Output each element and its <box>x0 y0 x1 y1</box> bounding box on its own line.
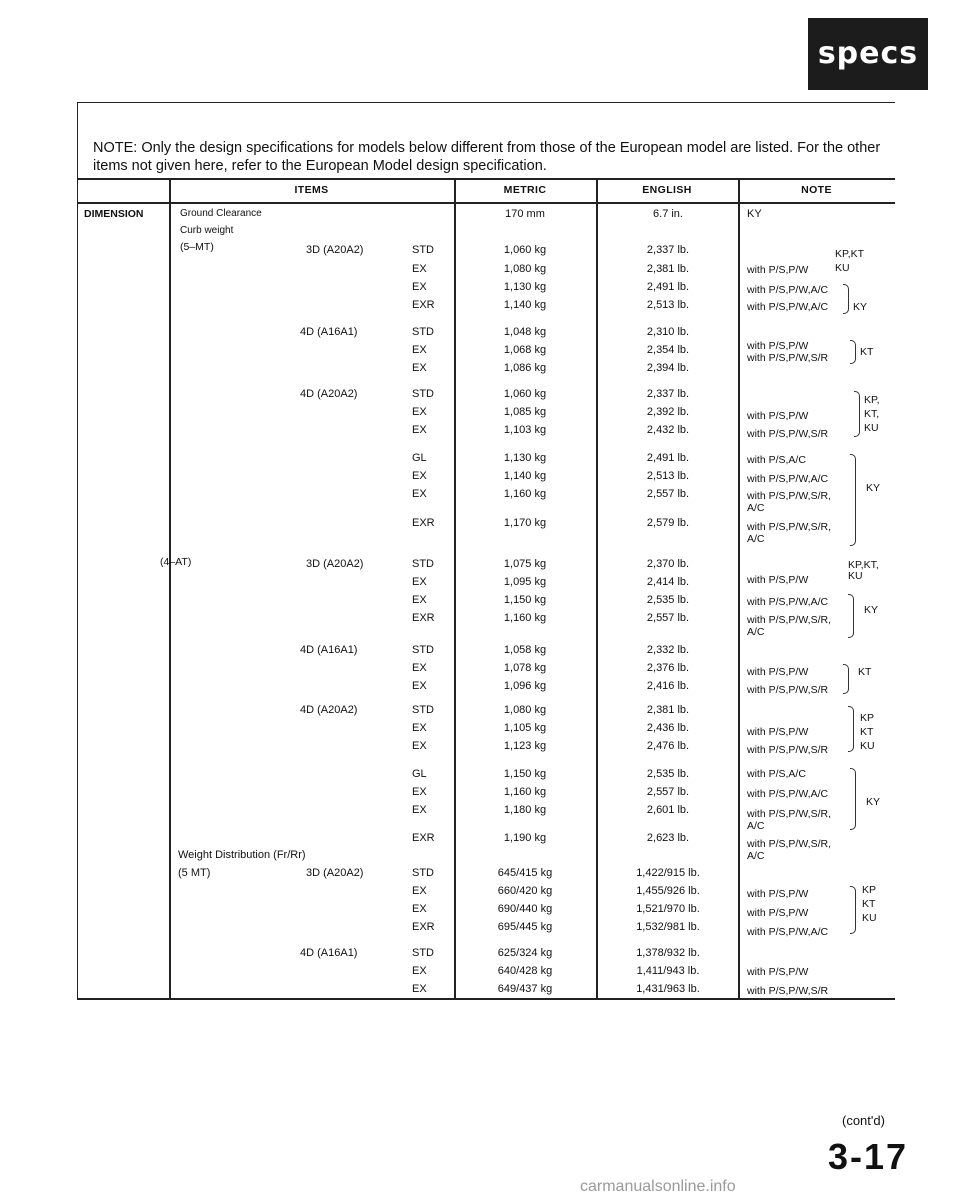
label-curb-weight: Curb weight <box>180 225 234 236</box>
note-code: KP,KT, <box>848 559 879 571</box>
label-4at: (4–AT) <box>160 556 192 568</box>
english-cell: 2,310 lb. <box>646 326 690 338</box>
note-text: with P/S,P/W <box>747 907 809 919</box>
grade-cell: EX <box>412 804 427 816</box>
note-brace <box>854 391 860 437</box>
note-text: with P/S,P/W,S/R <box>747 985 829 997</box>
metric-cell: 1,170 kg <box>503 517 547 529</box>
note-code: KP, <box>864 394 880 406</box>
note-brace <box>850 886 856 934</box>
english-cell: 1,455/926 lb. <box>636 885 700 897</box>
english-cell: 2,370 lb. <box>646 558 690 570</box>
col-divider-metric <box>454 178 456 1000</box>
grade-cell: EX <box>412 786 427 798</box>
metric-cell: 1,058 kg <box>503 644 547 656</box>
note-text: with P/S,P/W,S/R <box>747 428 829 440</box>
grade-cell: EX <box>412 983 427 995</box>
grade-cell: STD <box>412 244 434 256</box>
note-text: with P/S,P/W,S/R <box>747 744 829 756</box>
grade-cell: EX <box>412 362 427 374</box>
ground-note: KY <box>747 208 762 220</box>
metric-cell: 1,190 kg <box>503 832 547 844</box>
metric-cell: 1,080 kg <box>503 704 547 716</box>
specs-badge: specs <box>808 18 928 90</box>
grade-cell: EX <box>412 662 427 674</box>
note-brace <box>850 340 856 364</box>
note-text: with P/S,P/W <box>747 574 809 586</box>
english-cell: 2,601 lb. <box>646 804 690 816</box>
metric-cell: 1,078 kg <box>503 662 547 674</box>
metric-cell: 625/324 kg <box>497 947 553 959</box>
note-code: KU <box>864 422 879 434</box>
english-cell: 2,432 lb. <box>646 424 690 436</box>
note-code: KP <box>860 712 875 724</box>
note-code: KP,KT <box>835 248 864 260</box>
note-text: with P/S,P/W <box>747 726 809 738</box>
engine-label: 3D (A20A2) <box>306 558 364 570</box>
metric-cell: 649/437 kg <box>497 983 553 995</box>
note-text: with P/S,P/W,S/R, <box>747 808 832 820</box>
metric-cell: 1,150 kg <box>503 594 547 606</box>
grade-cell: STD <box>412 558 434 570</box>
english-cell: 2,491 lb. <box>646 281 690 293</box>
table-note: NOTE: Only the design specifications for models below different from those of the European model are listed. For the other items not given here, refer to the European Model design specification. <box>93 140 881 174</box>
note-code: KU <box>862 912 877 924</box>
metric-cell: 695/445 kg <box>497 921 553 933</box>
note-code: KY <box>864 604 879 616</box>
english-cell: 2,332 lb. <box>646 644 690 656</box>
english-cell: 2,376 lb. <box>646 662 690 674</box>
label-5mt: (5–MT) <box>180 241 214 253</box>
grade-cell: EXR <box>412 299 435 311</box>
header-items: ITEMS <box>294 184 329 196</box>
metric-cell: 1,105 kg <box>503 722 547 734</box>
note-text: A/C <box>747 850 765 862</box>
grade-cell: EX <box>412 470 427 482</box>
grade-cell: EX <box>412 406 427 418</box>
note-text: with P/S,P/W,S/R, <box>747 614 832 626</box>
metric-cell: 1,096 kg <box>503 680 547 692</box>
header-top-rule <box>77 178 895 180</box>
english-cell: 2,557 lb. <box>646 488 690 500</box>
metric-cell: 1,180 kg <box>503 804 547 816</box>
note-brace <box>843 664 849 694</box>
note-text: with P/S,P/W,A/C <box>747 284 829 296</box>
ground-english: 6.7 in. <box>653 208 683 220</box>
label-wd-5mt: (5 MT) <box>178 867 211 879</box>
english-cell: 2,535 lb. <box>646 768 690 780</box>
note-text: with P/S,P/W,A/C <box>747 473 829 485</box>
note-text: with P/S,A/C <box>747 454 806 466</box>
page-number: 3-17 <box>828 1136 909 1177</box>
note-text: with P/S,P/W <box>747 888 809 900</box>
label-weight-distribution: Weight Distribution (Fr/Rr) <box>178 849 306 861</box>
engine-label: 4D (A16A1) <box>300 326 358 338</box>
metric-cell: 1,075 kg <box>503 558 547 570</box>
metric-cell: 1,060 kg <box>503 388 547 400</box>
grade-cell: STD <box>412 867 434 879</box>
watermark: carmanualsonline.info <box>580 1178 736 1195</box>
metric-cell: 1,085 kg <box>503 406 547 418</box>
header-english: ENGLISH <box>642 184 692 196</box>
note-brace <box>850 768 856 830</box>
note-brace <box>850 454 856 546</box>
grade-cell: STD <box>412 947 434 959</box>
english-cell: 2,416 lb. <box>646 680 690 692</box>
note-text: A/C <box>747 626 765 638</box>
grade-cell: STD <box>412 326 434 338</box>
engine-label: 3D (A20A2) <box>306 244 364 256</box>
engine-label: 3D (A20A2) <box>306 867 364 879</box>
section-dimension: DIMENSION <box>84 208 144 220</box>
metric-cell: 645/415 kg <box>497 867 553 879</box>
note-text: with P/S,P/W <box>747 340 809 352</box>
english-cell: 2,436 lb. <box>646 722 690 734</box>
header-bottom-rule <box>77 202 895 204</box>
english-cell: 2,394 lb. <box>646 362 690 374</box>
english-cell: 1,431/963 lb. <box>636 983 700 995</box>
english-cell: 2,337 lb. <box>646 388 690 400</box>
note-code: KT <box>860 346 874 358</box>
grade-cell: STD <box>412 704 434 716</box>
label-ground-clearance: Ground Clearance <box>180 208 262 219</box>
header-note: NOTE <box>801 184 832 196</box>
english-cell: 1,532/981 lb. <box>636 921 700 933</box>
metric-cell: 1,060 kg <box>503 244 547 256</box>
note-text: with P/S,P/W,A/C <box>747 301 829 313</box>
note-code: KU <box>848 570 863 582</box>
english-cell: 2,557 lb. <box>646 612 690 624</box>
grade-cell: EXR <box>412 921 435 933</box>
note-text: with P/S,P/W <box>747 410 809 422</box>
metric-cell: 690/440 kg <box>497 903 553 915</box>
grade-cell: EX <box>412 722 427 734</box>
grade-cell: EXR <box>412 832 435 844</box>
note-code: KT <box>858 666 872 678</box>
english-cell: 1,422/915 lb. <box>636 867 700 879</box>
note-code: KY <box>866 482 881 494</box>
col-divider-items <box>169 178 171 1000</box>
note-text: with P/S,P/W,S/R <box>747 684 829 696</box>
note-brace <box>848 706 854 752</box>
note-brace <box>848 594 854 638</box>
english-cell: 2,513 lb. <box>646 299 690 311</box>
metric-cell: 1,068 kg <box>503 344 547 356</box>
note-code: KU <box>860 740 875 752</box>
engine-label: 4D (A20A2) <box>300 388 358 400</box>
note-code: KY <box>866 796 881 808</box>
metric-cell: 1,103 kg <box>503 424 547 436</box>
grade-cell: EX <box>412 680 427 692</box>
grade-cell: EX <box>412 740 427 752</box>
grade-cell: GL <box>412 452 427 464</box>
grade-cell: EXR <box>412 517 435 529</box>
note-text: with P/S,P/W <box>747 966 809 978</box>
metric-cell: 1,140 kg <box>503 470 547 482</box>
metric-cell: 1,150 kg <box>503 768 547 780</box>
grade-cell: EX <box>412 281 427 293</box>
col-divider-english <box>596 178 598 1000</box>
grade-cell: STD <box>412 388 434 400</box>
continued-label: (cont'd) <box>842 1113 885 1128</box>
english-cell: 2,623 lb. <box>646 832 690 844</box>
grade-cell: EX <box>412 965 427 977</box>
grade-cell: EX <box>412 488 427 500</box>
english-cell: 2,513 lb. <box>646 470 690 482</box>
english-cell: 2,354 lb. <box>646 344 690 356</box>
metric-cell: 1,160 kg <box>503 612 547 624</box>
note-text: with P/S,P/W <box>747 666 809 678</box>
english-cell: 2,535 lb. <box>646 594 690 606</box>
grade-cell: EX <box>412 424 427 436</box>
note-text: with P/S,P/W,S/R, <box>747 521 832 533</box>
engine-label: 4D (A16A1) <box>300 947 358 959</box>
grade-cell: EX <box>412 903 427 915</box>
metric-cell: 1,048 kg <box>503 326 547 338</box>
metric-cell: 1,160 kg <box>503 488 547 500</box>
metric-cell: 1,140 kg <box>503 299 547 311</box>
grade-cell: EX <box>412 576 427 588</box>
english-cell: 2,579 lb. <box>646 517 690 529</box>
english-cell: 2,337 lb. <box>646 244 690 256</box>
col-divider-note <box>738 178 740 1000</box>
note-code: KU <box>835 262 850 274</box>
note-code: KT <box>860 726 874 738</box>
note-text: A/C <box>747 502 765 514</box>
metric-cell: 1,095 kg <box>503 576 547 588</box>
ground-metric: 170 mm <box>505 208 545 220</box>
grade-cell: GL <box>412 768 427 780</box>
metric-cell: 1,123 kg <box>503 740 547 752</box>
english-cell: 2,381 lb. <box>646 704 690 716</box>
english-cell: 1,411/943 lb. <box>636 965 700 977</box>
note-text: with P/S,P/W <box>747 264 809 276</box>
header-metric: METRIC <box>503 184 547 196</box>
note-text: with P/S,P/W,S/R <box>747 352 829 364</box>
note-code: KP <box>862 884 877 896</box>
english-cell: 2,392 lb. <box>646 406 690 418</box>
english-cell: 2,414 lb. <box>646 576 690 588</box>
note-text: with P/S,P/W,S/R, <box>747 838 832 850</box>
metric-cell: 1,080 kg <box>503 263 547 275</box>
note-text: with P/S,P/W,A/C <box>747 596 829 608</box>
metric-cell: 1,160 kg <box>503 786 547 798</box>
note-text: A/C <box>747 533 765 545</box>
metric-cell: 1,130 kg <box>503 281 547 293</box>
grade-cell: EX <box>412 885 427 897</box>
grade-cell: EX <box>412 263 427 275</box>
grade-cell: EX <box>412 594 427 606</box>
metric-cell: 1,130 kg <box>503 452 547 464</box>
english-cell: 2,491 lb. <box>646 452 690 464</box>
metric-cell: 660/420 kg <box>497 885 553 897</box>
english-cell: 2,557 lb. <box>646 786 690 798</box>
metric-cell: 640/428 kg <box>497 965 553 977</box>
english-cell: 2,381 lb. <box>646 263 690 275</box>
note-text: A/C <box>747 820 765 832</box>
english-cell: 2,476 lb. <box>646 740 690 752</box>
note-code: KT <box>862 898 876 910</box>
note-text: with P/S,A/C <box>747 768 806 780</box>
note-text: with P/S,P/W,S/R, <box>747 490 832 502</box>
grade-cell: EX <box>412 344 427 356</box>
engine-label: 4D (A20A2) <box>300 704 358 716</box>
note-text: with P/S,P/W,A/C <box>747 788 829 800</box>
english-cell: 1,378/932 lb. <box>636 947 700 959</box>
note-brace <box>843 284 849 314</box>
engine-label: 4D (A16A1) <box>300 644 358 656</box>
grade-cell: STD <box>412 644 434 656</box>
note-code: KY <box>853 301 868 313</box>
note-text: with P/S,P/W,A/C <box>747 926 829 938</box>
grade-cell: EXR <box>412 612 435 624</box>
metric-cell: 1,086 kg <box>503 362 547 374</box>
english-cell: 1,521/970 lb. <box>636 903 700 915</box>
note-code: KT, <box>864 408 880 420</box>
